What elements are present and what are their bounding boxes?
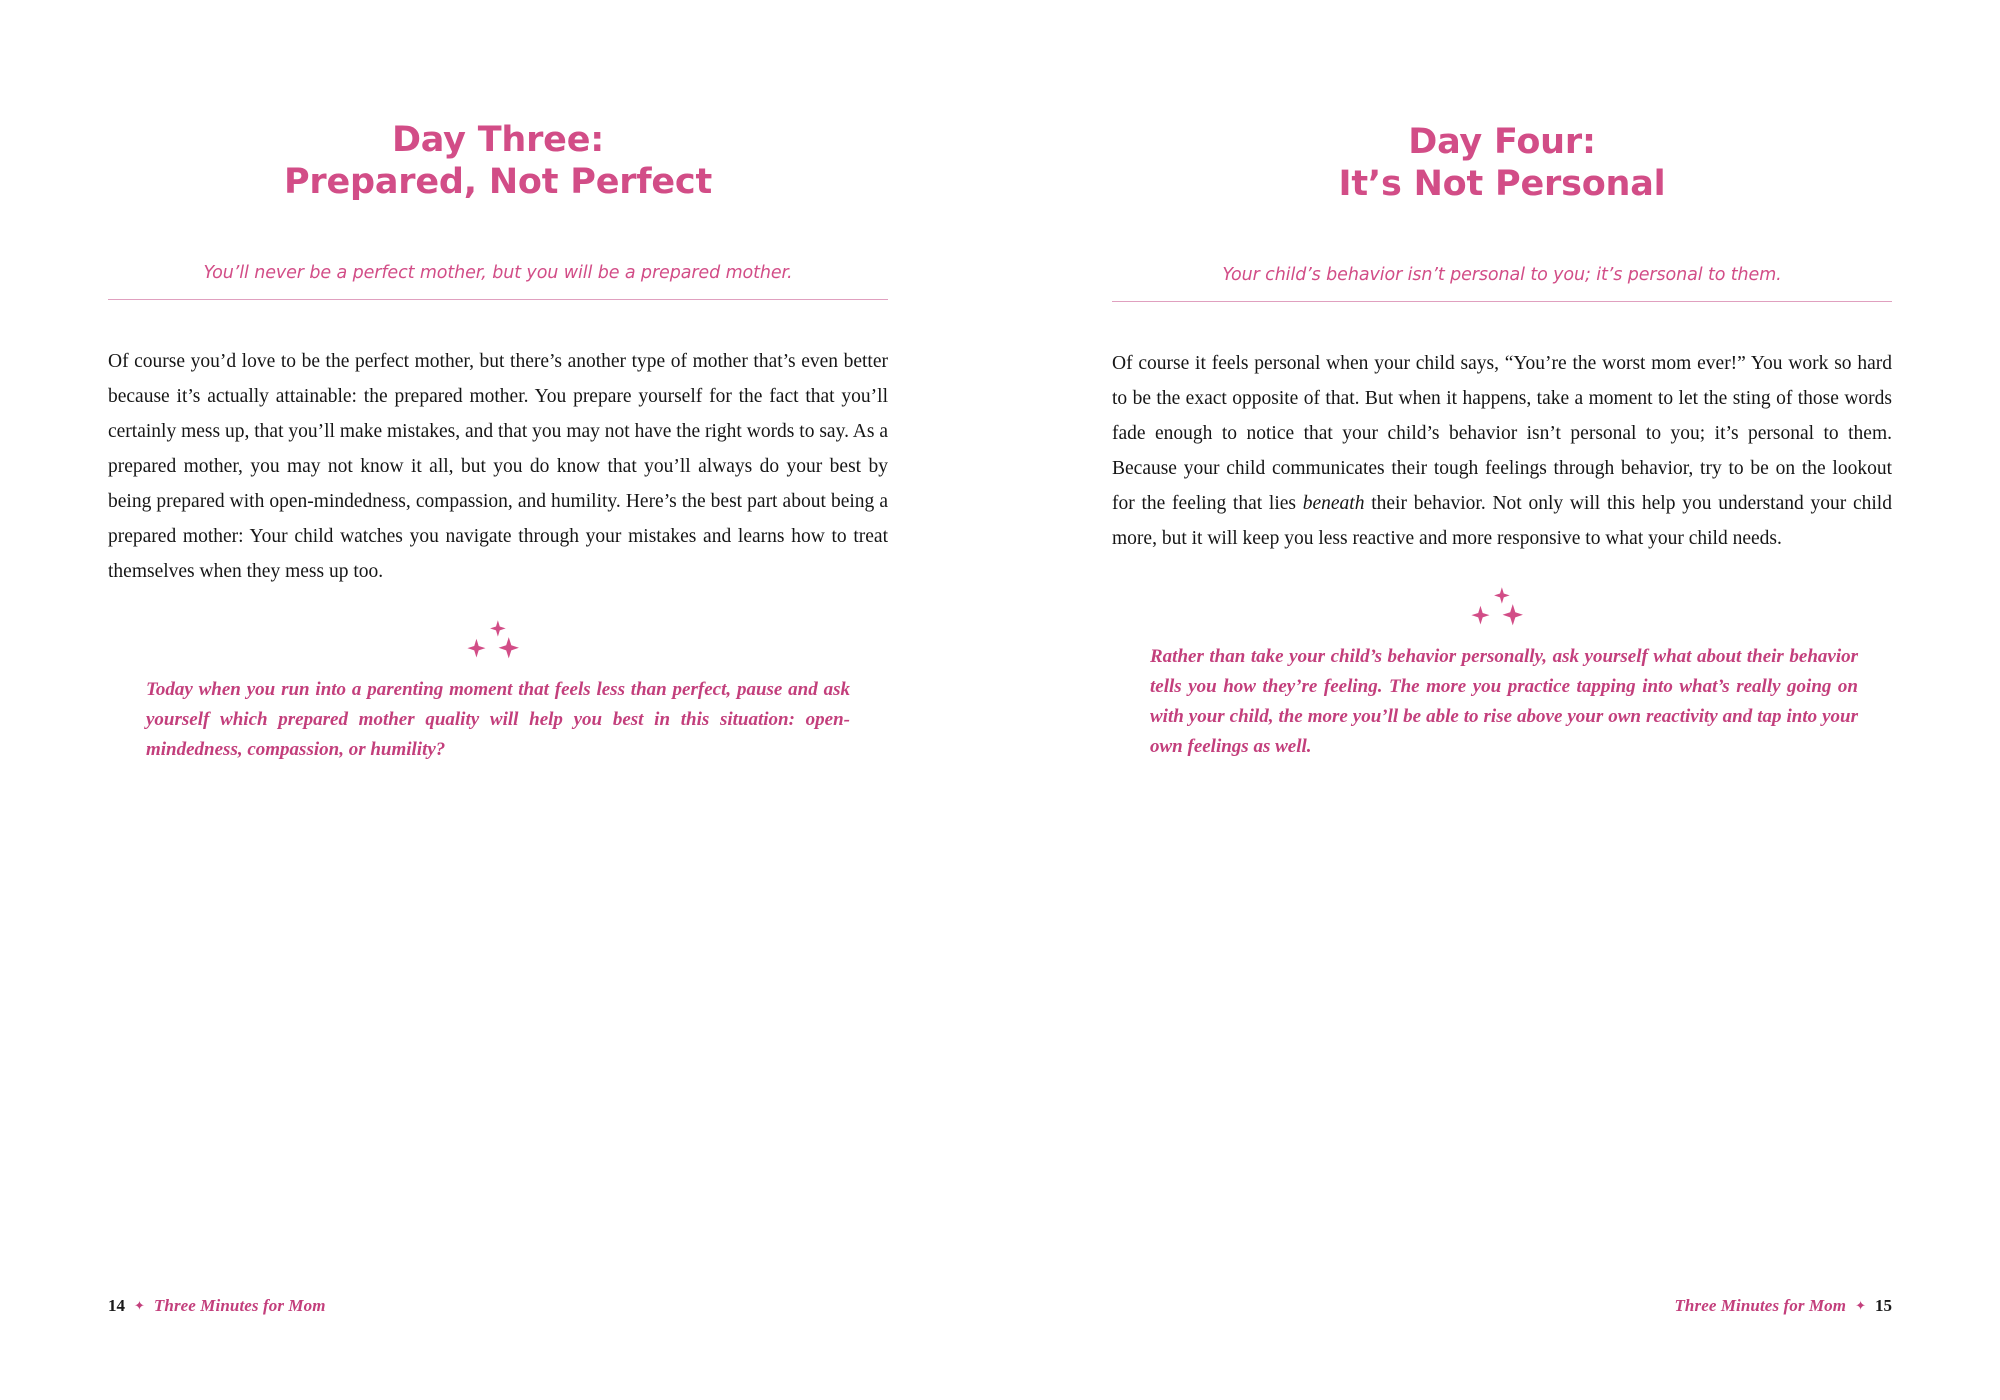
body-text-right [1112,346,1892,556]
prompt-right: Rather than take your child’s behavior personally, ask yourself what about their behavior tells you how they’re feeling. The more you practice tapping into what’s really going on with your child, the more you’ll be able to rise above your own reactivity and tap into your own feelings as well. [1150,646,1858,758]
page-title-left [108,23,888,203]
epigraph-divider-left [108,299,888,300]
epigraph-divider-right [1112,301,1892,302]
prompt-left: Today when you run into a parenting moment that feels less than perfect, pause and ask yourself which prepared mother quality will help you best in this situation: open-mindedness, compassion, or humility? [146,679,850,761]
body-text-right-emphasis: beneath [1302,493,1365,515]
epigraph-right: Your child’s behavior isn’t personal to you; it’s personal to them. [1222,265,1782,286]
page-number-right: 15 [1875,1296,1892,1316]
body-text-left: Of course you’d love to be the perfect mother, but there’s another type of mother that’s even better because it’s actually attainable: the prepared mother. You prepare yourself for the fact that you’ll certainly mess up, that you’ll make mistakes, and that you may not have the right words to say. As a prepared mother, you may not know it all, but you do know that you’ll always do your best by being prepared with open-mindedness, compassion, and humility. Here’s the best part about being a prepared mother: Your child watches you navigate through your mistakes and learns how to treat themselves when they mess up too. [108,351,888,583]
sparkle-separator-icon-right: ✦ [1855,1297,1866,1313]
page-left [0,0,1000,1377]
sparkles-icon-left [108,615,888,671]
page-title-right-line1: Day Four: [1408,122,1596,163]
footer-left [108,1296,888,1316]
footer-right [1112,1296,1892,1316]
page-title-left-line2: Prepared, Not Perfect [283,162,712,203]
sparkle-separator-icon-left: ✦ [134,1297,145,1313]
body-text-right-part2: their behavior. Not only will this help you understand your child more, but it will keep you less reactive and more responsive to what your child needs. [1112,493,1892,550]
page-right [1000,0,2000,1377]
epigraph-left: You’ll never be a perfect mother, but you will be a prepared mother. [203,263,793,284]
sparkles-icon-right [1112,582,1892,638]
book-title-right: Three Minutes for Mom [1674,1296,1847,1316]
page-title-left-line1: Day Three: [391,120,605,161]
page-title-right-line2: It’s Not Personal [1338,164,1666,205]
page-number-left: 14 [108,1296,125,1316]
book-title-left: Three Minutes for Mom [153,1296,326,1316]
body-text-right-part1: Of course it feels personal when your child says, “You’re the worst mom ever!” You work so hard to be the exact opposite of that. But when it happens, take a moment to let the sting of those words fade enough to notice that your child’s behavior isn’t personal to you; it’s personal to them. Because your child communicates their tough feelings through behavior, try to be on the lookout for the feeling that lies [1112,353,1892,515]
page-title-right [1112,23,1892,205]
